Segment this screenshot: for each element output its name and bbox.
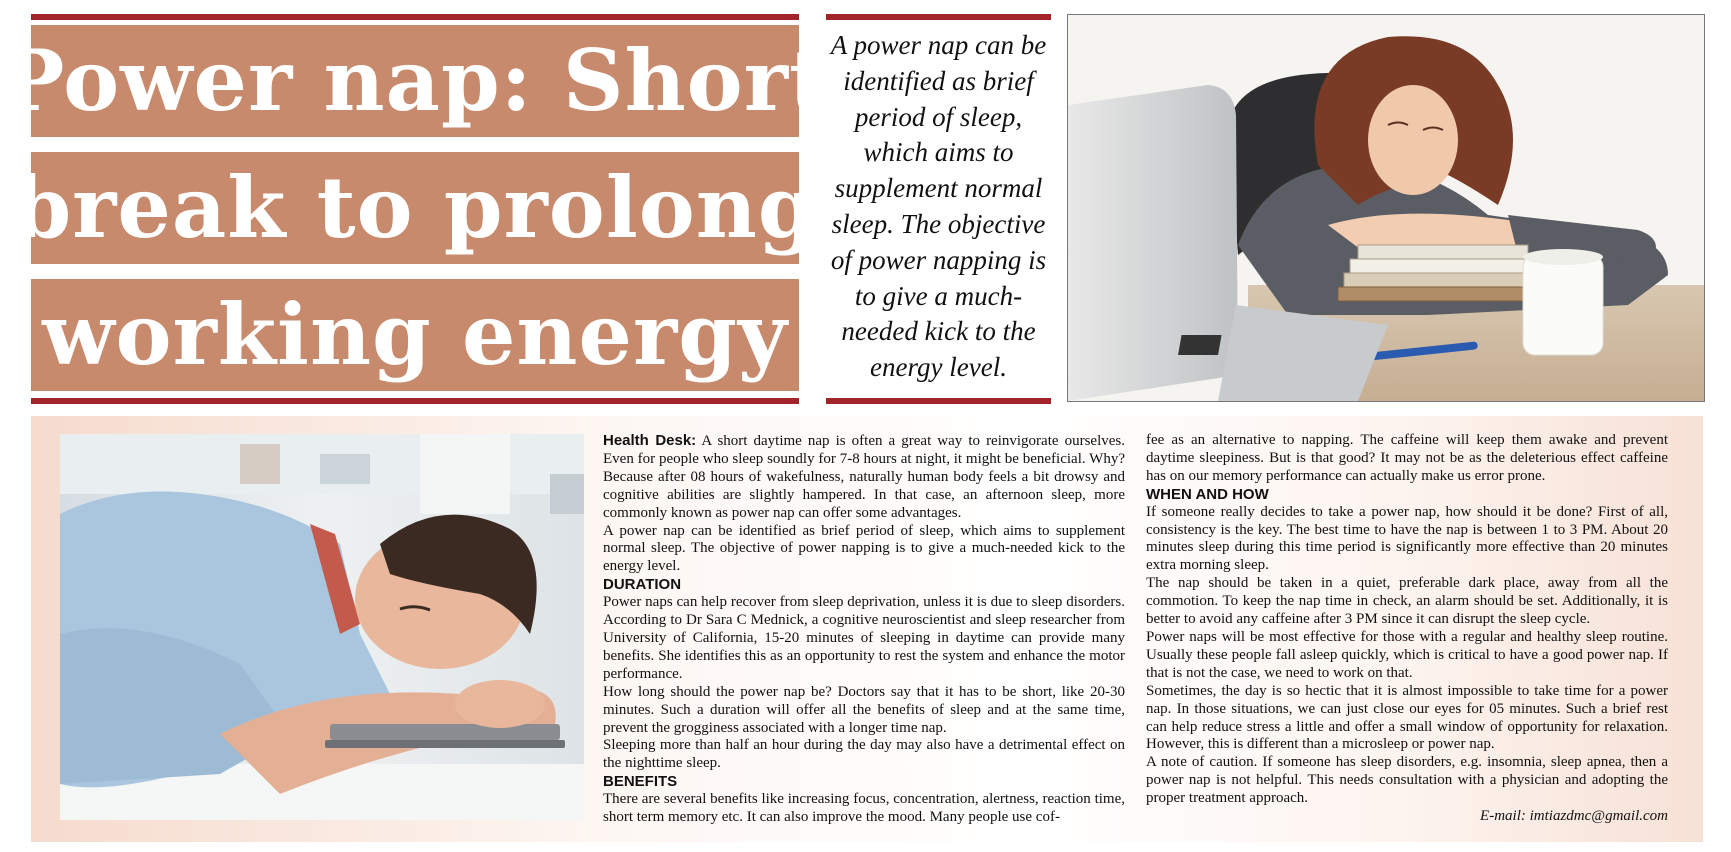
byline-label: Health Desk: <box>603 432 697 449</box>
article-paragraph: A note of caution. If someone has sleep disorders, e.g. insomnia, sleep apnea, then a power nap is not helpful. This needs consultation with a physician and adopting the proper treatment approach. <box>1146 754 1668 807</box>
article-paragraph: There are several benefits like increasing focus, concentration, alertness, reaction time, short term memory etc. It can also improve the mood. Many people use cof- <box>603 791 1125 826</box>
headline-line-2: break to prolong <box>31 152 799 264</box>
section-heading-duration: DURATION <box>603 576 682 594</box>
headline-line-1: Power nap: Short <box>31 25 799 137</box>
article-paragraph: If someone really decides to take a power nap, how should it be done? First of all, consistency is the key. The best time to have the nap is between 1 to 3 PM. About 20 minutes sleep during this time period is significantly more effective than 20 minutes extra morning sleep. <box>1146 503 1668 574</box>
article-paragraph <box>603 432 1125 523</box>
headline-block <box>1 14 829 404</box>
article-paragraph: Sometimes, the day is so hectic that it is almost impossible to take time for a power nap. In those situations, we can just close our eyes for 05 minutes. Such a brief rest can help reduce stress a little and offer a small window of opportunity for relaxation. However, this is different than a microsleep or power nap. <box>1146 682 1668 753</box>
article-paragraph: fee as an alternative to napping. The caffeine will keep them awake and prevent daytime sleepiness. But is that good? It may not be as the deleterious effect caffeine has on our memory performance can actually make us error prone. <box>1146 432 1668 484</box>
pull-quote <box>826 14 1051 404</box>
headline-top-rule <box>31 14 799 20</box>
pull-quote-bottom-rule <box>826 398 1051 404</box>
headline-bottom-rule <box>31 398 799 404</box>
article-column-1 <box>603 432 1125 827</box>
pull-quote-top-rule <box>826 14 1051 20</box>
article-paragraph: A power nap can be identified as brief period of sleep, which aims to supplement normal sleep. The objective of power napping is to give a much-needed kick to the energy level. <box>603 522 1125 575</box>
article-paragraph: How long should the power nap be? Doctors say that it has to be short, like 20-30 minutes. Such a duration will offer all the benefits of sleep and at the same time, prevent the grogginess associated with a longer time nap. <box>603 683 1125 736</box>
headline-line-3: working energy <box>31 279 799 391</box>
article-panel <box>31 416 1703 842</box>
article-paragraph: Power naps will be most effective for those with a regular and healthy sleep routine. Usually these people fall asleep quickly, which is critical to have a good power nap. If that is not the case, we need to work on that. <box>1146 628 1668 681</box>
section-heading-benefits: BENEFITS <box>603 773 678 791</box>
pull-quote-text: A power nap can be identified as brief period of sleep, which aims to supplement normal sleep. The objective of power napping is to give a much-needed kick to the energy level. <box>830 30 1047 383</box>
article-paragraph: Sleeping more than half an hour during the day may also have a detrimental effect on the nighttime sleep. <box>603 737 1125 772</box>
article-column-2 <box>1146 432 1668 826</box>
article-text: A short daytime nap is often a great way to reinvigorate ourselves. Even for people who sleep soundly for 7-8 hours at night, it might be beneficial. Why? Because after 08 hours of wakefulness, naturally human body feels a bit drowsy and cognitive abilities are slightly hampered. In that case, an afternoon sleep, more commonly known as power nap can offer some advantages. <box>603 433 1125 521</box>
author-email: E-mail: imtiazdmc@gmail.com <box>1480 808 1668 825</box>
photo-man-napping <box>60 434 584 820</box>
article-paragraph: The nap should be taken in a quiet, preferable dark place, away from all the commotion. To keep the nap time in check, an alarm should be set. Additionally, it is better to avoid any caffeine after 3 PM since it can disrupt the sleep cycle. <box>1146 575 1668 628</box>
photo-woman-napping <box>1067 14 1705 402</box>
section-heading-when-and-how: WHEN AND HOW <box>1146 485 1269 503</box>
article-paragraph: Power naps can help recover from sleep deprivation, unless it is due to sleep disorders. According to Dr Sara C Mednick, a cognitive neuroscientist and sleep researcher from University of California, 15-20 minutes of sleeping in daytime can provide many benefits. She identifies this as an opportunity to rest the system and enhance the motor performance. <box>603 594 1125 682</box>
